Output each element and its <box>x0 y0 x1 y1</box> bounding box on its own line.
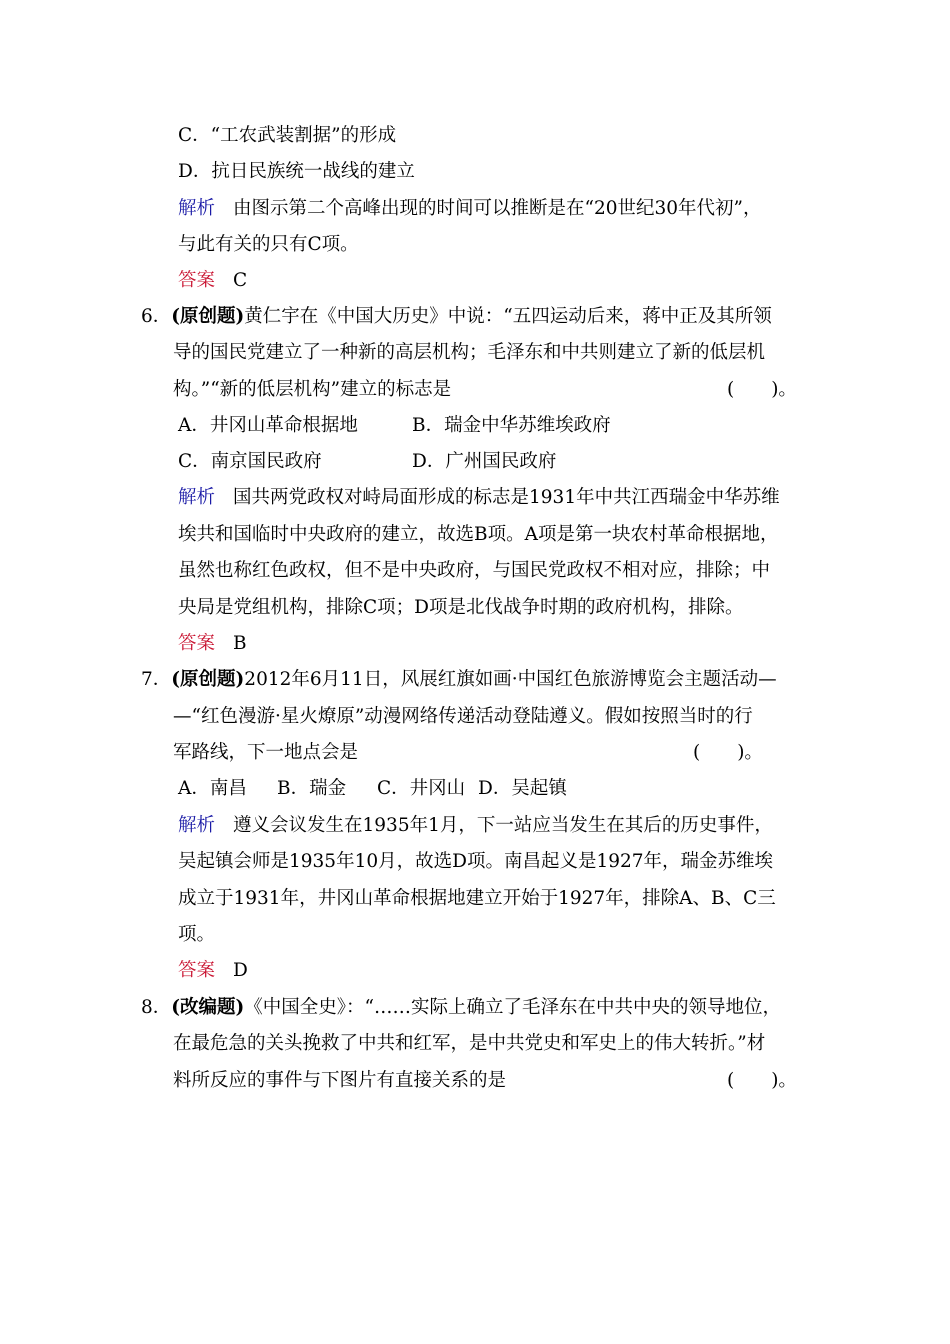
q7-analysis-line-2: 吴起镇会师是1935年10月，故选D项。南昌起义是1927年，瑞金苏维埃 <box>178 851 774 872</box>
q7-option-a: A．南昌 <box>178 778 247 799</box>
q8-stem-line-3: 料所反应的事件与下图片有直接关系的是 <box>173 1070 507 1091</box>
answer-value: D <box>233 960 248 981</box>
question-tag: (原创题) <box>171 306 245 327</box>
q8-answer-blank: ( )。 <box>727 1070 797 1091</box>
q6-analysis-line-1 <box>178 486 780 510</box>
q6-stem-line-3: 构。”“新的低层机构”建立的标志是 <box>173 379 452 400</box>
q6-option-d: D．广州国民政府 <box>412 451 557 472</box>
q6-answer-blank: ( )。 <box>727 379 797 400</box>
analysis-label: 解析 <box>178 487 216 508</box>
q6-option-a: A．井冈山革命根据地 <box>178 415 358 436</box>
analysis-label: 解析 <box>178 198 216 219</box>
question-tag: (原创题) <box>171 669 245 690</box>
q5-option-d: D．抗日民族统一战线的建立 <box>178 161 415 182</box>
q7-stem-line-3: 军路线，下一地点会是 <box>173 742 359 763</box>
answer-value: C <box>233 270 248 291</box>
q8-stem-line-1 <box>141 996 781 1020</box>
q5-option-c: C．“工农武装割据”的形成 <box>178 125 397 146</box>
q7-analysis-line-4: 项。 <box>178 924 216 945</box>
analysis-text: 国共两党政权对峙局面形成的标志是1931年中共江西瑞金中华苏维 <box>233 487 780 508</box>
q7-analysis-line-3: 成立于1931年，井冈山革命根据地建立开始于1927年，排除A、B、C三 <box>178 888 776 909</box>
answer-value: B <box>233 633 247 654</box>
q7-option-d: D．吴起镇 <box>478 778 567 799</box>
answer-label: 答案 <box>178 960 216 981</box>
question-stem: 2012年6月11日，风展红旗如画·中国红色旅游博览会主题活动— <box>244 669 777 690</box>
q7-option-b: B．瑞金 <box>277 778 347 799</box>
question-number: 6． <box>141 306 172 327</box>
answer-label: 答案 <box>178 633 216 654</box>
q5-answer <box>178 269 247 293</box>
q7-stem-line-1 <box>141 668 777 692</box>
q8-stem-line-2: 在最危急的关头挽救了中共和红军，是中共党史和军史上的伟大转折。”材 <box>173 1033 766 1054</box>
q6-option-c: C．南京国民政府 <box>178 451 322 472</box>
q5-analysis-line-1 <box>178 197 762 221</box>
question-number: 8． <box>141 997 172 1018</box>
q6-stem-line-1 <box>141 305 772 329</box>
question-tag: (改编题) <box>171 997 245 1018</box>
answer-label: 答案 <box>178 270 216 291</box>
q7-analysis-line-1 <box>178 814 773 838</box>
q7-answer <box>178 959 248 983</box>
analysis-label: 解析 <box>178 815 216 836</box>
question-stem: 《中国全史》：“……实际上确立了毛泽东在中共中央的领导地位， <box>244 997 782 1018</box>
q6-analysis-line-2: 埃共和国临时中央政府的建立，故选B项。A项是第一块农村革命根据地， <box>178 524 779 545</box>
q5-analysis-line-2: 与此有关的只有C项。 <box>178 234 359 255</box>
q6-answer <box>178 632 247 656</box>
analysis-text: 遵义会议发生在1935年1月，下一站应当发生在其后的历史事件， <box>233 815 773 836</box>
analysis-text: 由图示第二个高峰出现的时间可以推断是在“20世纪30年代初”， <box>233 198 762 219</box>
q6-analysis-line-4: 央局是党组机构，排除C项；D项是北伐战争时期的政府机构，排除。 <box>178 597 744 618</box>
q7-stem-line-2: —“红色漫游·星火燎原”动漫网络传递活动登陆遵义。假如按照当时的行 <box>173 706 753 727</box>
q6-option-b: B．瑞金中华苏维埃政府 <box>412 415 611 436</box>
q7-option-c: C．井冈山 <box>377 778 466 799</box>
q7-answer-blank: ( )。 <box>693 742 763 763</box>
question-stem: 黄仁宇在《中国大历史》中说：“五四运动后来，蒋中正及其所领 <box>244 306 772 327</box>
q6-analysis-line-3: 虽然也称红色政权，但不是中央政府，与国民党政权不相对应，排除；中 <box>178 560 771 581</box>
question-number: 7． <box>141 669 172 690</box>
q6-stem-line-2: 导的国民党建立了一种新的高层机构；毛泽东和中共则建立了新的低层机 <box>173 342 766 363</box>
